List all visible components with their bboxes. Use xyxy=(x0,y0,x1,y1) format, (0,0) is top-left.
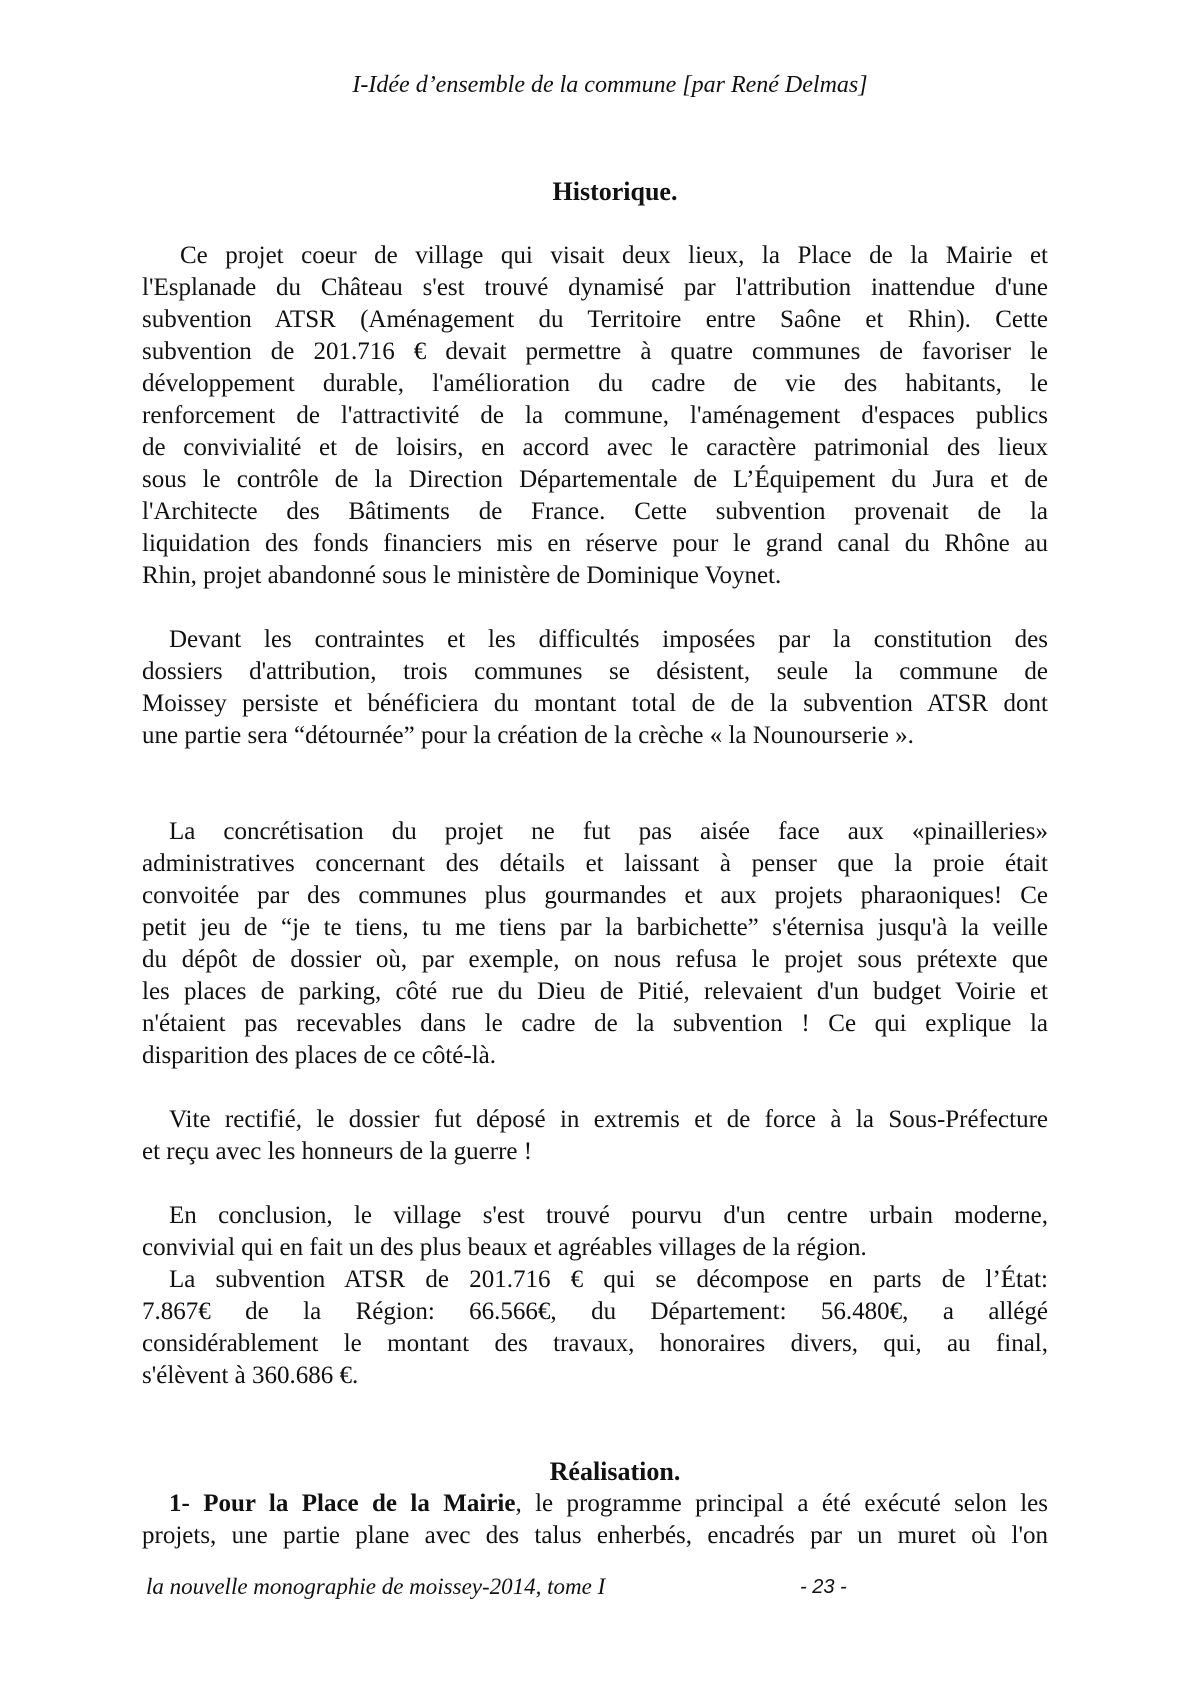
paragraph-line: les places de parking, côté rue du Dieu de Pitié, relevaient d'un budget Voirie et xyxy=(142,978,1048,1005)
section-title-realisation: Réalisation. xyxy=(549,1457,681,1486)
paragraph-line: disparition des places de ce côté-là. xyxy=(142,1042,497,1069)
paragraph-line: Rhin, projet abandonné sous le ministère de Dominique Voynet. xyxy=(142,562,782,589)
paragraph-line: dossiers d'attribution, trois communes se désistent, seule la commune de xyxy=(142,658,1048,685)
paragraph-text xyxy=(142,1488,1048,1552)
realisation-title-block xyxy=(142,1455,1048,1489)
paragraph-1 xyxy=(142,240,1048,592)
paragraph-line: de convivialité et de loisirs, en accord avec le caractère patrimonial des lieux xyxy=(142,434,1048,461)
paragraph-line: s'élèvent à 360.686 €. xyxy=(142,1362,359,1389)
paragraph-line: projets, une partie plane avec des talus enherbés, encadrés par un muret où l'on xyxy=(142,1522,1048,1549)
paragraph-line: n'étaient pas recevables dans le cadre de la subvention ! Ce qui explique la xyxy=(142,1010,1048,1037)
paragraph-5 xyxy=(142,1200,1048,1264)
historique-title-block xyxy=(142,175,1048,209)
paragraph-3 xyxy=(142,816,1048,1072)
paragraph-line: l'Architecte des Bâtiments de France. Cette subvention provenait de la xyxy=(142,498,1048,525)
paragraph-line: liquidation des fonds financiers mis en réserve pour le grand canal du Rhône au xyxy=(142,530,1048,557)
paragraph-text xyxy=(142,1264,1048,1392)
paragraph-line: Moissey persiste et bénéficiera du montant total de de la subvention ATSR dont xyxy=(142,690,1048,717)
paragraph-line: une partie sera “détournée” pour la création de la crèche « la Nounourserie ». xyxy=(142,722,914,749)
paragraph-line: Devant les contraintes et les difficultés imposées par la constitution des xyxy=(169,626,1048,653)
paragraph-text xyxy=(142,816,1048,1072)
paragraph-line: subvention ATSR (Aménagement du Territoire entre Saône et Rhin). Cette xyxy=(142,306,1048,333)
section-title-historique: Historique. xyxy=(552,177,678,206)
line-rest: , le programme principal a été exécuté selon les xyxy=(515,1490,1048,1517)
paragraph-line: développement durable, l'amélioration du cadre de vie des habitants, le xyxy=(142,370,1048,397)
paragraph-line: En conclusion, le village s'est trouvé pourvu d'un centre urbain moderne, xyxy=(169,1202,1048,1229)
paragraph-2 xyxy=(142,624,1048,752)
paragraph-text xyxy=(142,240,1048,592)
page-number: - 23 - xyxy=(800,1576,847,1598)
paragraph-line: du dépôt de dossier où, par exemple, on nous refusa le projet sous prétexte que xyxy=(142,946,1048,973)
bold-lead: 1- Pour la Place de la Mairie xyxy=(169,1490,516,1517)
paragraph-line: Vite rectifié, le dossier fut déposé in extremis et de force à la Sous-Préfecture xyxy=(169,1106,1048,1133)
paragraph-4 xyxy=(142,1104,1048,1168)
paragraph-text xyxy=(142,1200,1048,1264)
paragraph-line: La subvention ATSR de 201.716 € qui se décompose en parts de l’État: xyxy=(169,1266,1048,1293)
paragraph-line: 7.867€ de la Région: 66.566€, du Département: 56.480€, a allégé xyxy=(142,1298,1048,1325)
paragraph-realisation xyxy=(142,1488,1048,1552)
running-header: I-Idée d’ensemble de la commune [par René Delmas] xyxy=(352,72,868,98)
paragraph-line: et reçu avec les honneurs de la guerre ! xyxy=(142,1138,533,1165)
paragraph-line: Ce projet coeur de village qui visait deux lieux, la Place de la Mairie et xyxy=(180,242,1048,269)
paragraph-line: La concrétisation du projet ne fut pas aisée face aux «pinailleries» xyxy=(169,818,1048,845)
paragraph-line: administratives concernant des détails et laissant à penser que la proie était xyxy=(142,850,1048,877)
paragraph-line: sous le contrôle de la Direction Départementale de L’Équipement du Jura et de xyxy=(142,466,1048,493)
paragraph-6 xyxy=(142,1264,1048,1392)
paragraph-line: considérablement le montant des travaux, honoraires divers, qui, au final, xyxy=(142,1330,1048,1357)
footer-book-title: la nouvelle monographie de moissey-2014, tome I xyxy=(146,1574,606,1599)
paragraph-line: subvention de 201.716 € devait permettre à quatre communes de favoriser le xyxy=(142,338,1048,365)
paragraph-line: renforcement de l'attractivité de la commune, l'aménagement d'espaces publics xyxy=(142,402,1048,429)
paragraph-line: convoitée par des communes plus gourmandes et aux projets pharaoniques! Ce xyxy=(142,882,1048,909)
paragraph-line: l'Esplanade du Château s'est trouvé dynamisé par l'attribution inattendue d'une xyxy=(142,274,1048,301)
paragraph-text xyxy=(142,624,1048,752)
paragraph-line: convivial qui en fait un des plus beaux et agréables villages de la région. xyxy=(142,1234,867,1261)
paragraph-line: petit jeu de “je te tiens, tu me tiens par la barbichette” s'éternisa jusqu'à la veille xyxy=(142,914,1048,941)
paragraph-text xyxy=(142,1104,1048,1168)
paragraph-line xyxy=(142,1488,1048,1520)
